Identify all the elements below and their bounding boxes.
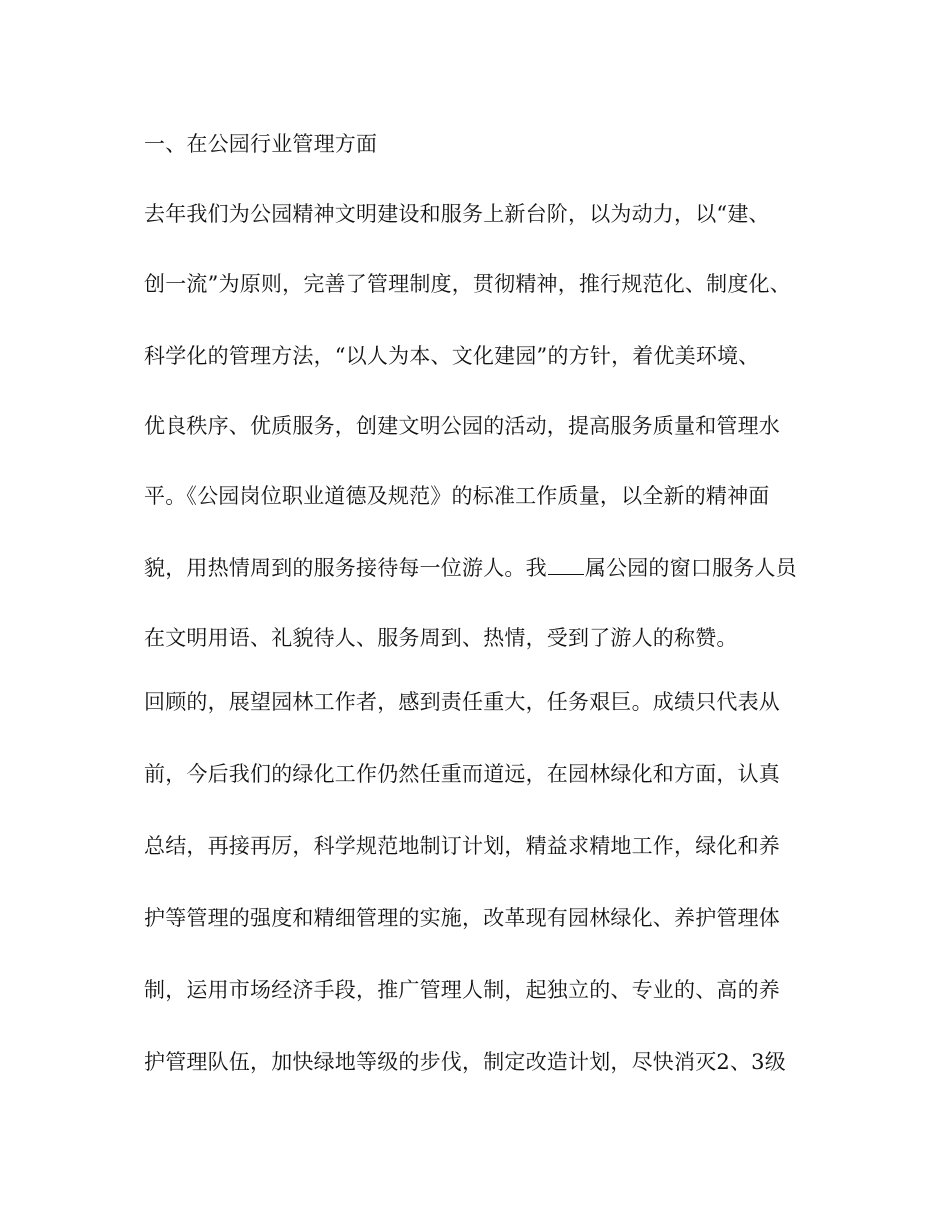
paragraph-1-line-7: 在文明用语、礼貌待人、服务周到、热情，受到了游人的称赞。 — [144, 626, 738, 650]
paragraph-2-line-1: 回顾的，展望园林工作者，感到责任重大，任务艰巨。成绩只代表从 — [144, 690, 780, 714]
paragraph-1-line-2: 创一流”为原则，完善了管理制度，贯彻精神，推行规范化、制度化、 — [144, 272, 791, 296]
paragraph-2-line-5: 制，运用市场经济手段，推广管理人制，起独立的、专业的、高的养 — [144, 978, 780, 1002]
line-6-text-after-blank: 属公园的窗口服务人员 — [584, 556, 797, 580]
paragraph-1-line-6 — [144, 554, 824, 582]
paragraph-1-line-3: 科学化的管理方法，“以人为本、文化建园”的方针，着优美环境、 — [144, 344, 760, 368]
line-6-text-before-blank: 貌，用热情周到的服务接待每一位游人。我 — [144, 556, 547, 580]
paragraph-1-line-1: 去年我们为公园精神文明建设和服务上新台阶，以为动力，以“建、 — [144, 202, 770, 226]
paragraph-1-line-4: 优良秩序、优质服务，创建文明公园的活动，提高服务质量和管理水 — [144, 414, 780, 438]
section-heading: 一、在公园行业管理方面 — [144, 132, 378, 156]
fill-in-blank — [548, 554, 584, 575]
paragraph-2-line-2: 前，今后我们的绿化工作仍然任重而道远，在园林绿化和方面，认真 — [144, 762, 780, 786]
paragraph-2-line-4: 护等管理的强度和精细管理的实施，改革现有园林绿化、养护管理体 — [144, 906, 780, 930]
paragraph-1-line-5: 平。《公园岗位职业道德及规范》的标准工作质量，以全新的精神面 — [144, 484, 770, 508]
paragraph-2-line-3: 总结，再接再厉，科学规范地制订计划，精益求精地工作，绿化和养 — [144, 834, 780, 858]
paragraph-2-line-6: 护管理队伍，加快绿地等级的步伐，制定改造计划，尽快消灭2、3级 — [144, 1050, 786, 1074]
